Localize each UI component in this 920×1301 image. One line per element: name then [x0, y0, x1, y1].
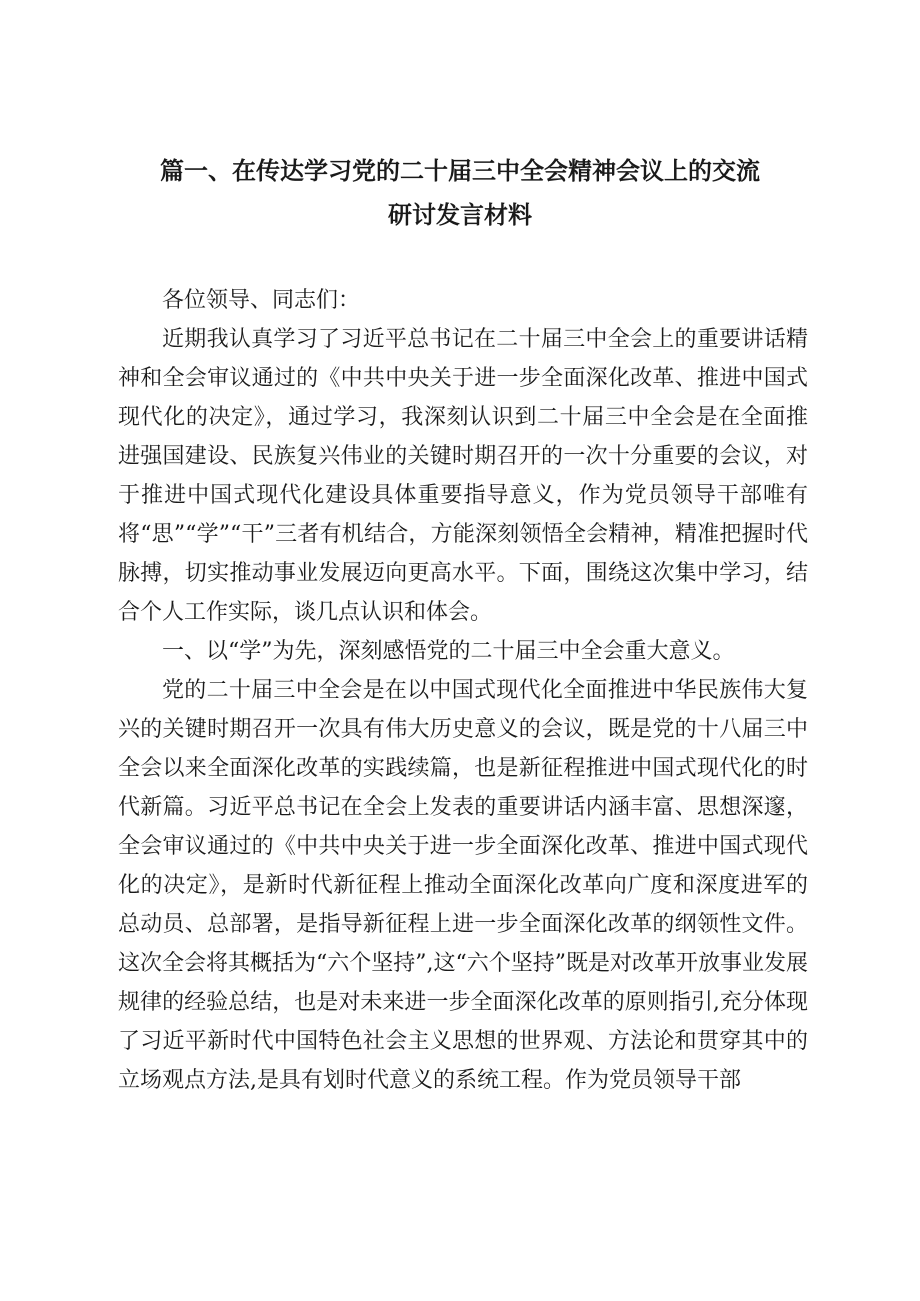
document-title-line-2: 研讨发言材料	[388, 201, 532, 229]
document-body	[118, 281, 808, 1100]
intro-paragraph: 近期我认真学习了习近平总书记在二十届三中全会上的重要讲话精神和全会审议通过的《中共中央关于进一步全面深化改革、推进中国式现代化的决定》，通过学习，我深刻认识到二十届三中全会是在全面推进强国建设、民族复兴伟业的关键时期召开的一次十分重要的会议，对于推进中国式现代化建设具体重要指导意义，作为党员领导干部唯有将“思”“学”“干”三者有机结合，方能深刻领悟全会精神，精准把握时代脉搏，切实推动事业发展迈向更高水平。下面，围绕这次集中学习，结合个人工作实际，谈几点认识和体会。	[118, 327, 808, 625]
section-heading-1: 一、以“学”为先，深刻感悟党的二十届三中全会重大意义。	[162, 639, 735, 664]
section-1-paragraph: 党的二十届三中全会是在以中国式现代化全面推进中华民族伟大复兴的关键时期召开一次具有伟大历史意义的会议，既是党的十八届三中全会以来全面深化改革的实践续篇，也是新征程推进中国式现代化的时代新篇。习近平总书记在全会上发表的重要讲话内涵丰富、思想深邃，全会审议通过的《中共中央关于进一步全面深化改革、推进中国式现代化的决定》，是新时代新征程上推动全面深化改革向广度和深度进军的总动员、总部署，是指导新征程上进一步全面深化改革的纲领性文件。这次全会将其概括为“六个坚持”,这“六个坚持”既是对改革开放事业发展规律的经验总结，也是对未来进一步全面深化改革的原则指引,充分体现了习近平新时代中国特色社会主义思想的世界观、方法论和贯穿其中的立场观点方法,是具有划时代意义的系统工程。作为党员领导干部	[118, 678, 808, 1093]
salutation: 各位领导、同志们：	[162, 288, 361, 313]
document-title-line-1: 篇一、在传达学习党的二十届三中全会精神会议上的交流	[160, 157, 760, 185]
